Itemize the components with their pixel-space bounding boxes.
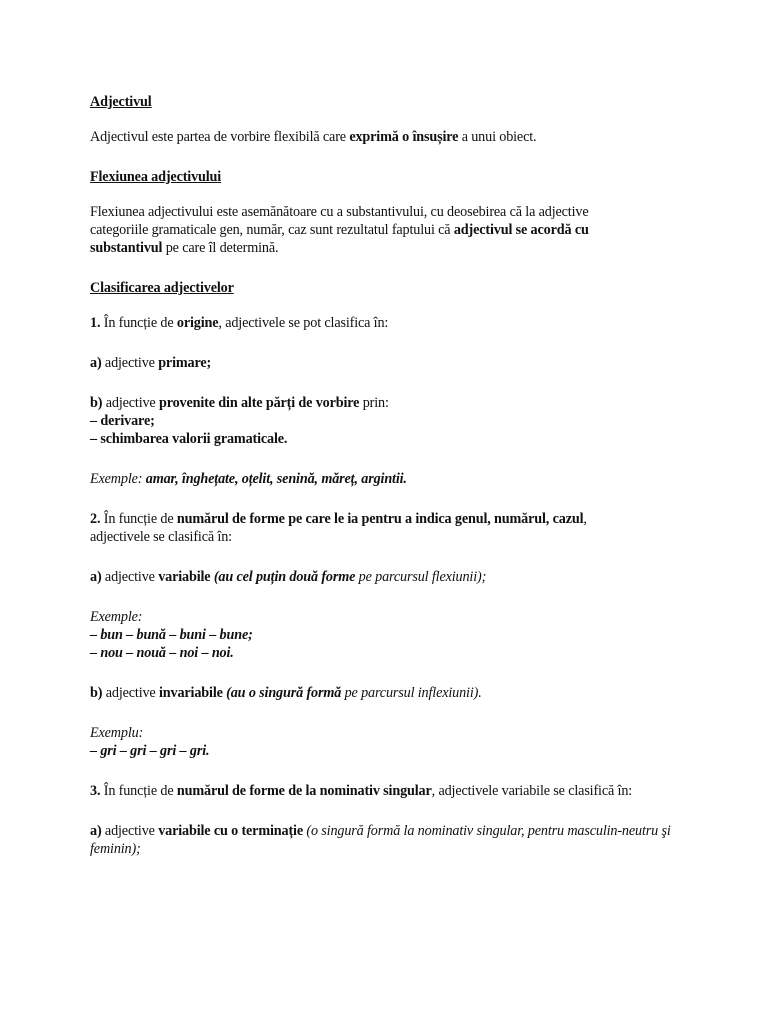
bold-text: exprimă o însușire (349, 129, 459, 145)
document-page (90, 93, 690, 878)
bold-text: variabile (158, 569, 211, 585)
italic-text: (o singură formă la nominativ singular, pentru masculin-neutru şi feminin); (90, 823, 671, 857)
text: adjective (101, 355, 159, 371)
section-number: 1. (90, 315, 101, 331)
item-label: a) (90, 823, 102, 839)
text: În funcție de (100, 511, 177, 527)
example-line: – gri – gri – gri – gri. (90, 743, 210, 759)
item-label: a) (90, 355, 102, 371)
text: Flexiunea adjectivului este asemănătoare cu a substantivului, cu deosebirea că la adjective categoriile gramaticale gen, număr, caz sunt rezultatul faptului că (90, 204, 589, 238)
section-number: 3. (90, 783, 101, 799)
bold-text: invariabile (158, 685, 223, 701)
section-2-intro (90, 510, 690, 546)
bold-text: primare; (158, 355, 212, 371)
section-1-examples (90, 470, 690, 488)
text: a unui obiect. (458, 129, 537, 145)
text: , adjectivele se pot clasifica în: (218, 315, 389, 331)
italic-text: pe parcursul flexiunii); (355, 569, 487, 585)
section-3-intro (90, 782, 675, 800)
bold-text: origine (176, 315, 219, 331)
text: adjective (102, 685, 159, 701)
italic-text: Exemple: (90, 471, 146, 487)
section-2a (90, 568, 690, 586)
text: adjective (101, 569, 159, 585)
bold-text: adjectivul se acordă cu substantivul (90, 222, 589, 256)
flexiune-paragraph (90, 203, 645, 257)
text: În funcție de (100, 783, 177, 799)
intro-paragraph (90, 128, 690, 146)
text: , (583, 511, 587, 527)
section-2b (90, 684, 690, 702)
section-1-intro (90, 314, 690, 332)
text: adjective (102, 395, 159, 411)
text: În funcție de (100, 315, 177, 331)
bold-italic-text: (au cel puțin două forme (210, 569, 356, 585)
bold-text: numărul de forme pe care le ia pentru a indica genul, numărul, cazul (176, 511, 584, 527)
text: , adjectivele variabile se clasifică în: (431, 783, 633, 799)
list-item: – schimbarea valorii gramaticale. (90, 431, 288, 447)
section-1a (90, 354, 690, 372)
example-line: – bun – bună – buni – bune; (90, 627, 253, 643)
text: adjectivele se clasifică în: (90, 529, 232, 545)
item-label: a) (90, 569, 102, 585)
item-label: b) (90, 685, 103, 701)
item-label: b) (90, 395, 103, 411)
bold-text: provenite din alte părți de vorbire (158, 395, 360, 411)
text: pe care îl determină. (162, 240, 279, 256)
italic-text: Exemple: (90, 609, 143, 625)
bold-text: numărul de forme de la nominativ singular (176, 783, 432, 799)
section-1b (90, 394, 690, 448)
text: adjective (101, 823, 159, 839)
heading-clasificarea: Clasificarea adjectivelor (90, 280, 234, 296)
example-words: amar, înghețate, oțelit, senină, măreț, argintii. (145, 471, 407, 487)
italic-text: Exemplu: (90, 725, 144, 741)
bold-italic-text: (au o singură formă (222, 685, 342, 701)
heading-adjectivul: Adjectivul (90, 94, 152, 110)
text: Adjectivul este partea de vorbire flexibilă care (90, 129, 350, 145)
text: prin: (359, 395, 389, 411)
section-2a-examples (90, 608, 690, 662)
example-line: – nou – nouă – noi – noi. (90, 645, 234, 661)
list-item: – derivare; (90, 413, 155, 429)
section-number: 2. (90, 511, 101, 527)
section-2b-examples (90, 724, 690, 760)
section-3a (90, 822, 680, 858)
heading-flexiunea: Flexiunea adjectivului (90, 169, 222, 185)
bold-text: variabile cu o terminație (158, 823, 303, 839)
italic-text: pe parcursul inflexiunii). (341, 685, 482, 701)
